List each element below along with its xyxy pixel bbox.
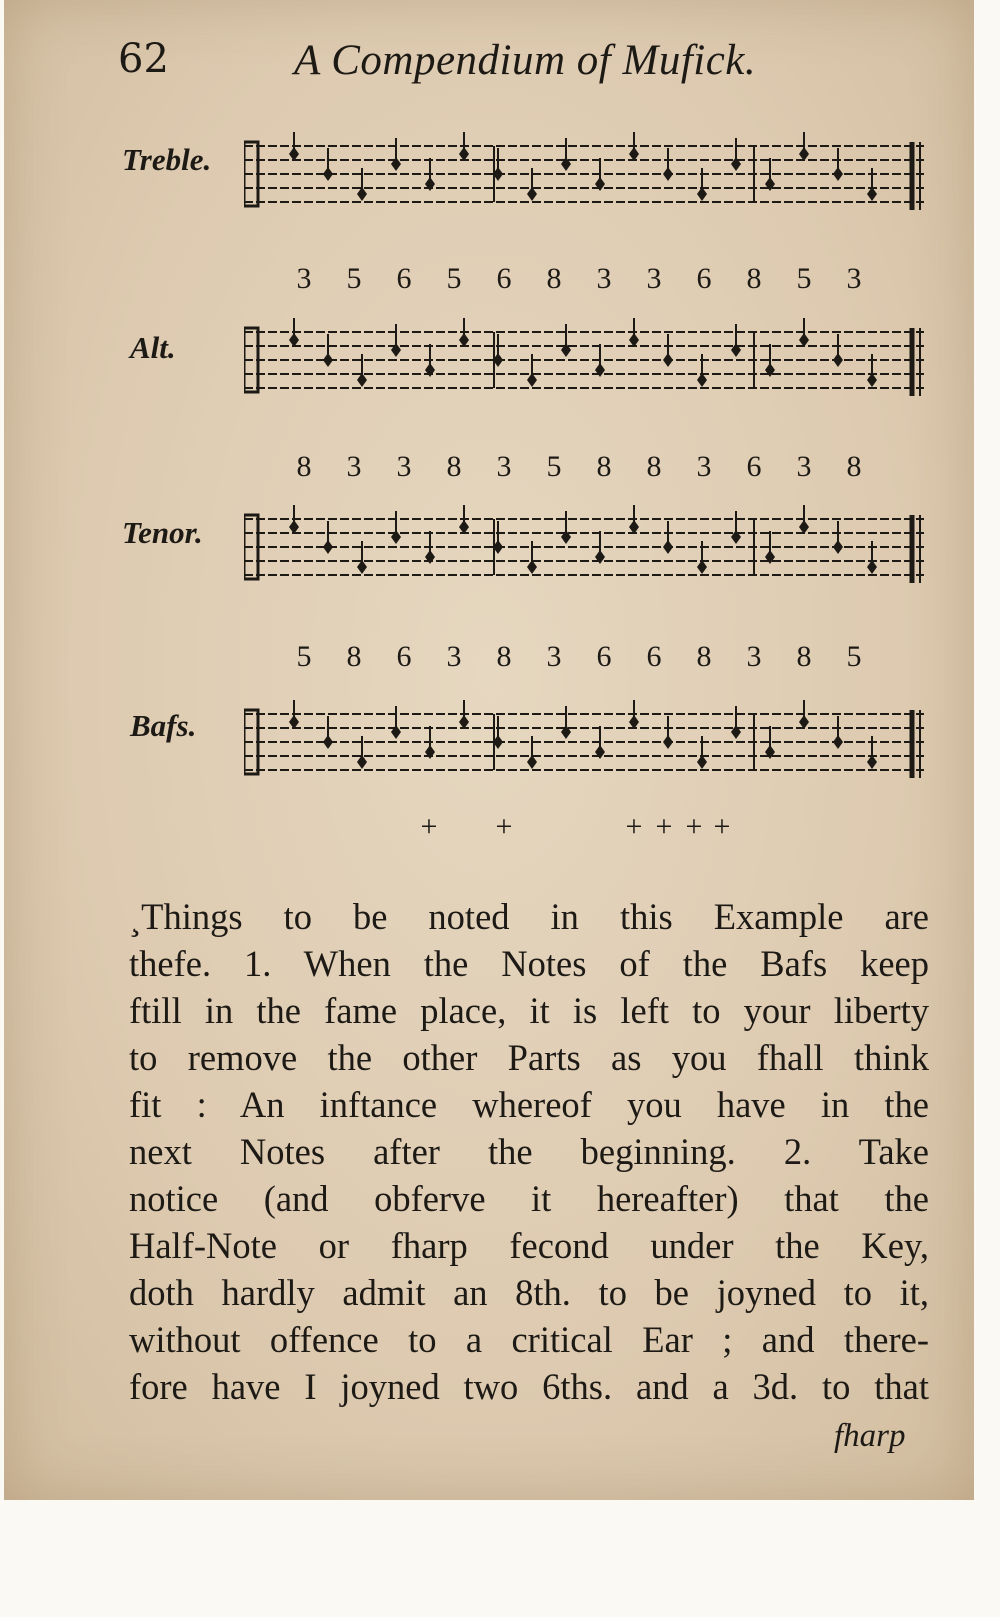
note-head bbox=[629, 715, 639, 729]
note-head bbox=[629, 147, 639, 161]
note-head bbox=[459, 715, 469, 729]
thorough-bass-figure: 5 bbox=[346, 262, 362, 295]
part-label-alt: Alt. bbox=[130, 330, 176, 365]
running-title: A Compendium of Mufick. bbox=[294, 37, 757, 84]
note-head bbox=[867, 560, 877, 574]
note-head bbox=[323, 353, 333, 367]
note-head bbox=[323, 167, 333, 181]
note-head bbox=[799, 520, 809, 534]
cross-mark: + bbox=[713, 810, 731, 843]
note-head bbox=[799, 715, 809, 729]
thorough-bass-figure: 8 bbox=[546, 262, 562, 295]
text-line: fore have I joyned two 6ths. and a 3d. to that bbox=[129, 1366, 929, 1407]
note-head bbox=[527, 755, 537, 769]
thorough-bass-figure: 8 bbox=[746, 262, 762, 295]
thorough-bass-figure: 3 bbox=[296, 262, 312, 295]
note-head bbox=[323, 540, 333, 554]
page-header bbox=[4, 30, 974, 90]
staff-alt bbox=[244, 318, 924, 408]
thorough-bass-figure: 3 bbox=[596, 262, 612, 295]
thorough-bass-figure: 8 bbox=[446, 450, 462, 483]
note-head bbox=[357, 755, 367, 769]
staff-bass bbox=[244, 700, 924, 790]
note-head bbox=[459, 147, 469, 161]
thorough-bass-figure: 8 bbox=[646, 450, 662, 483]
thorough-bass-figure: 8 bbox=[596, 450, 612, 483]
note-head bbox=[527, 187, 537, 201]
part-label-treble: Treble. bbox=[122, 142, 212, 177]
thorough-bass-figure: 3 bbox=[646, 262, 662, 295]
thorough-bass-figure: 6 bbox=[396, 640, 412, 673]
thorough-bass-figure: 5 bbox=[546, 450, 562, 483]
staff-tenor bbox=[244, 505, 924, 595]
text-line: thefe. 1. When the Notes of the Bafs keep bbox=[129, 943, 929, 984]
figured-bass-tenor bbox=[244, 446, 924, 486]
note-head bbox=[799, 333, 809, 347]
note-head bbox=[357, 187, 367, 201]
note-head bbox=[697, 373, 707, 387]
thorough-bass-figure: 8 bbox=[496, 640, 512, 673]
note-head bbox=[867, 187, 877, 201]
thorough-bass-figure: 5 bbox=[796, 262, 812, 295]
cross-mark: + bbox=[420, 810, 438, 843]
thorough-bass-figure: 3 bbox=[796, 450, 812, 483]
note-head bbox=[867, 755, 877, 769]
text-line: next Notes after the beginning. 2. Take bbox=[129, 1131, 929, 1172]
note-head bbox=[629, 333, 639, 347]
part-label-tenor: Tenor. bbox=[122, 515, 203, 550]
figured-bass-bass bbox=[244, 636, 924, 676]
note-head bbox=[663, 167, 673, 181]
note-head bbox=[833, 167, 843, 181]
thorough-bass-figure: 6 bbox=[496, 262, 512, 295]
text-line: doth hardly admit an 8th. to be joyned to it, bbox=[129, 1272, 929, 1313]
thorough-bass-figure: 3 bbox=[446, 640, 462, 673]
thorough-bass-figure: 8 bbox=[846, 450, 862, 483]
thorough-bass-figure: 8 bbox=[346, 640, 362, 673]
thorough-bass-figure: 3 bbox=[546, 640, 562, 673]
note-head bbox=[357, 560, 367, 574]
thorough-bass-figure: 6 bbox=[596, 640, 612, 673]
note-head bbox=[289, 147, 299, 161]
cross-mark: + bbox=[685, 810, 703, 843]
thorough-bass-figure: 5 bbox=[296, 640, 312, 673]
note-head bbox=[323, 735, 333, 749]
note-head bbox=[697, 560, 707, 574]
note-head bbox=[289, 715, 299, 729]
note-head bbox=[459, 333, 469, 347]
thorough-bass-figure: 5 bbox=[446, 262, 462, 295]
note-head bbox=[289, 333, 299, 347]
note-head bbox=[527, 560, 537, 574]
page-number: 62 bbox=[118, 36, 169, 82]
note-head bbox=[867, 373, 877, 387]
note-head bbox=[663, 353, 673, 367]
note-head bbox=[629, 520, 639, 534]
note-head bbox=[833, 540, 843, 554]
thorough-bass-figure: 6 bbox=[646, 640, 662, 673]
text-line: ¸Things to be noted in this Example are bbox=[129, 896, 929, 937]
note-head bbox=[799, 147, 809, 161]
text-line: Half-Note or fharp fecond under the Key, bbox=[129, 1225, 929, 1266]
note-head bbox=[663, 735, 673, 749]
thorough-bass-figure: 5 bbox=[846, 640, 862, 673]
note-head bbox=[697, 187, 707, 201]
text-line: ftill in the fame place, it is left to your liberty bbox=[129, 990, 929, 1031]
page-margin bbox=[0, 1500, 1000, 1617]
thorough-bass-figure: 3 bbox=[746, 640, 762, 673]
thorough-bass-figure: 6 bbox=[396, 262, 412, 295]
note-head bbox=[357, 373, 367, 387]
figured-bass-alt bbox=[244, 258, 924, 298]
thorough-bass-figure: 8 bbox=[296, 450, 312, 483]
cross-mark: + bbox=[625, 810, 643, 843]
note-head bbox=[833, 353, 843, 367]
note-head bbox=[289, 520, 299, 534]
text-line: fit : An inftance whereof you have in the bbox=[129, 1084, 929, 1125]
thorough-bass-figure: 6 bbox=[696, 262, 712, 295]
cross-mark: + bbox=[655, 810, 673, 843]
thorough-bass-figure: 6 bbox=[746, 450, 762, 483]
note-head bbox=[663, 540, 673, 554]
text-line: without offence to a critical Ear ; and there- bbox=[129, 1319, 929, 1360]
thorough-bass-figure: 8 bbox=[696, 640, 712, 673]
note-head bbox=[697, 755, 707, 769]
thorough-bass-figure: 3 bbox=[346, 450, 362, 483]
note-head bbox=[527, 373, 537, 387]
cross-marks bbox=[244, 806, 924, 846]
thorough-bass-figure: 3 bbox=[396, 450, 412, 483]
staff-treble bbox=[244, 132, 924, 222]
book-page bbox=[4, 0, 974, 1500]
catchword: fharp bbox=[834, 1418, 906, 1454]
note-head bbox=[833, 735, 843, 749]
part-label-bass: Bafs. bbox=[130, 708, 197, 743]
text-line: notice (and obferve it hereafter) that the bbox=[129, 1178, 929, 1219]
text-line: to remove the other Parts as you fhall think bbox=[129, 1037, 929, 1078]
note-head bbox=[459, 520, 469, 534]
thorough-bass-figure: 8 bbox=[796, 640, 812, 673]
thorough-bass-figure: 3 bbox=[696, 450, 712, 483]
thorough-bass-figure: 3 bbox=[496, 450, 512, 483]
thorough-bass-figure: 3 bbox=[846, 262, 862, 295]
cross-mark: + bbox=[495, 810, 513, 843]
